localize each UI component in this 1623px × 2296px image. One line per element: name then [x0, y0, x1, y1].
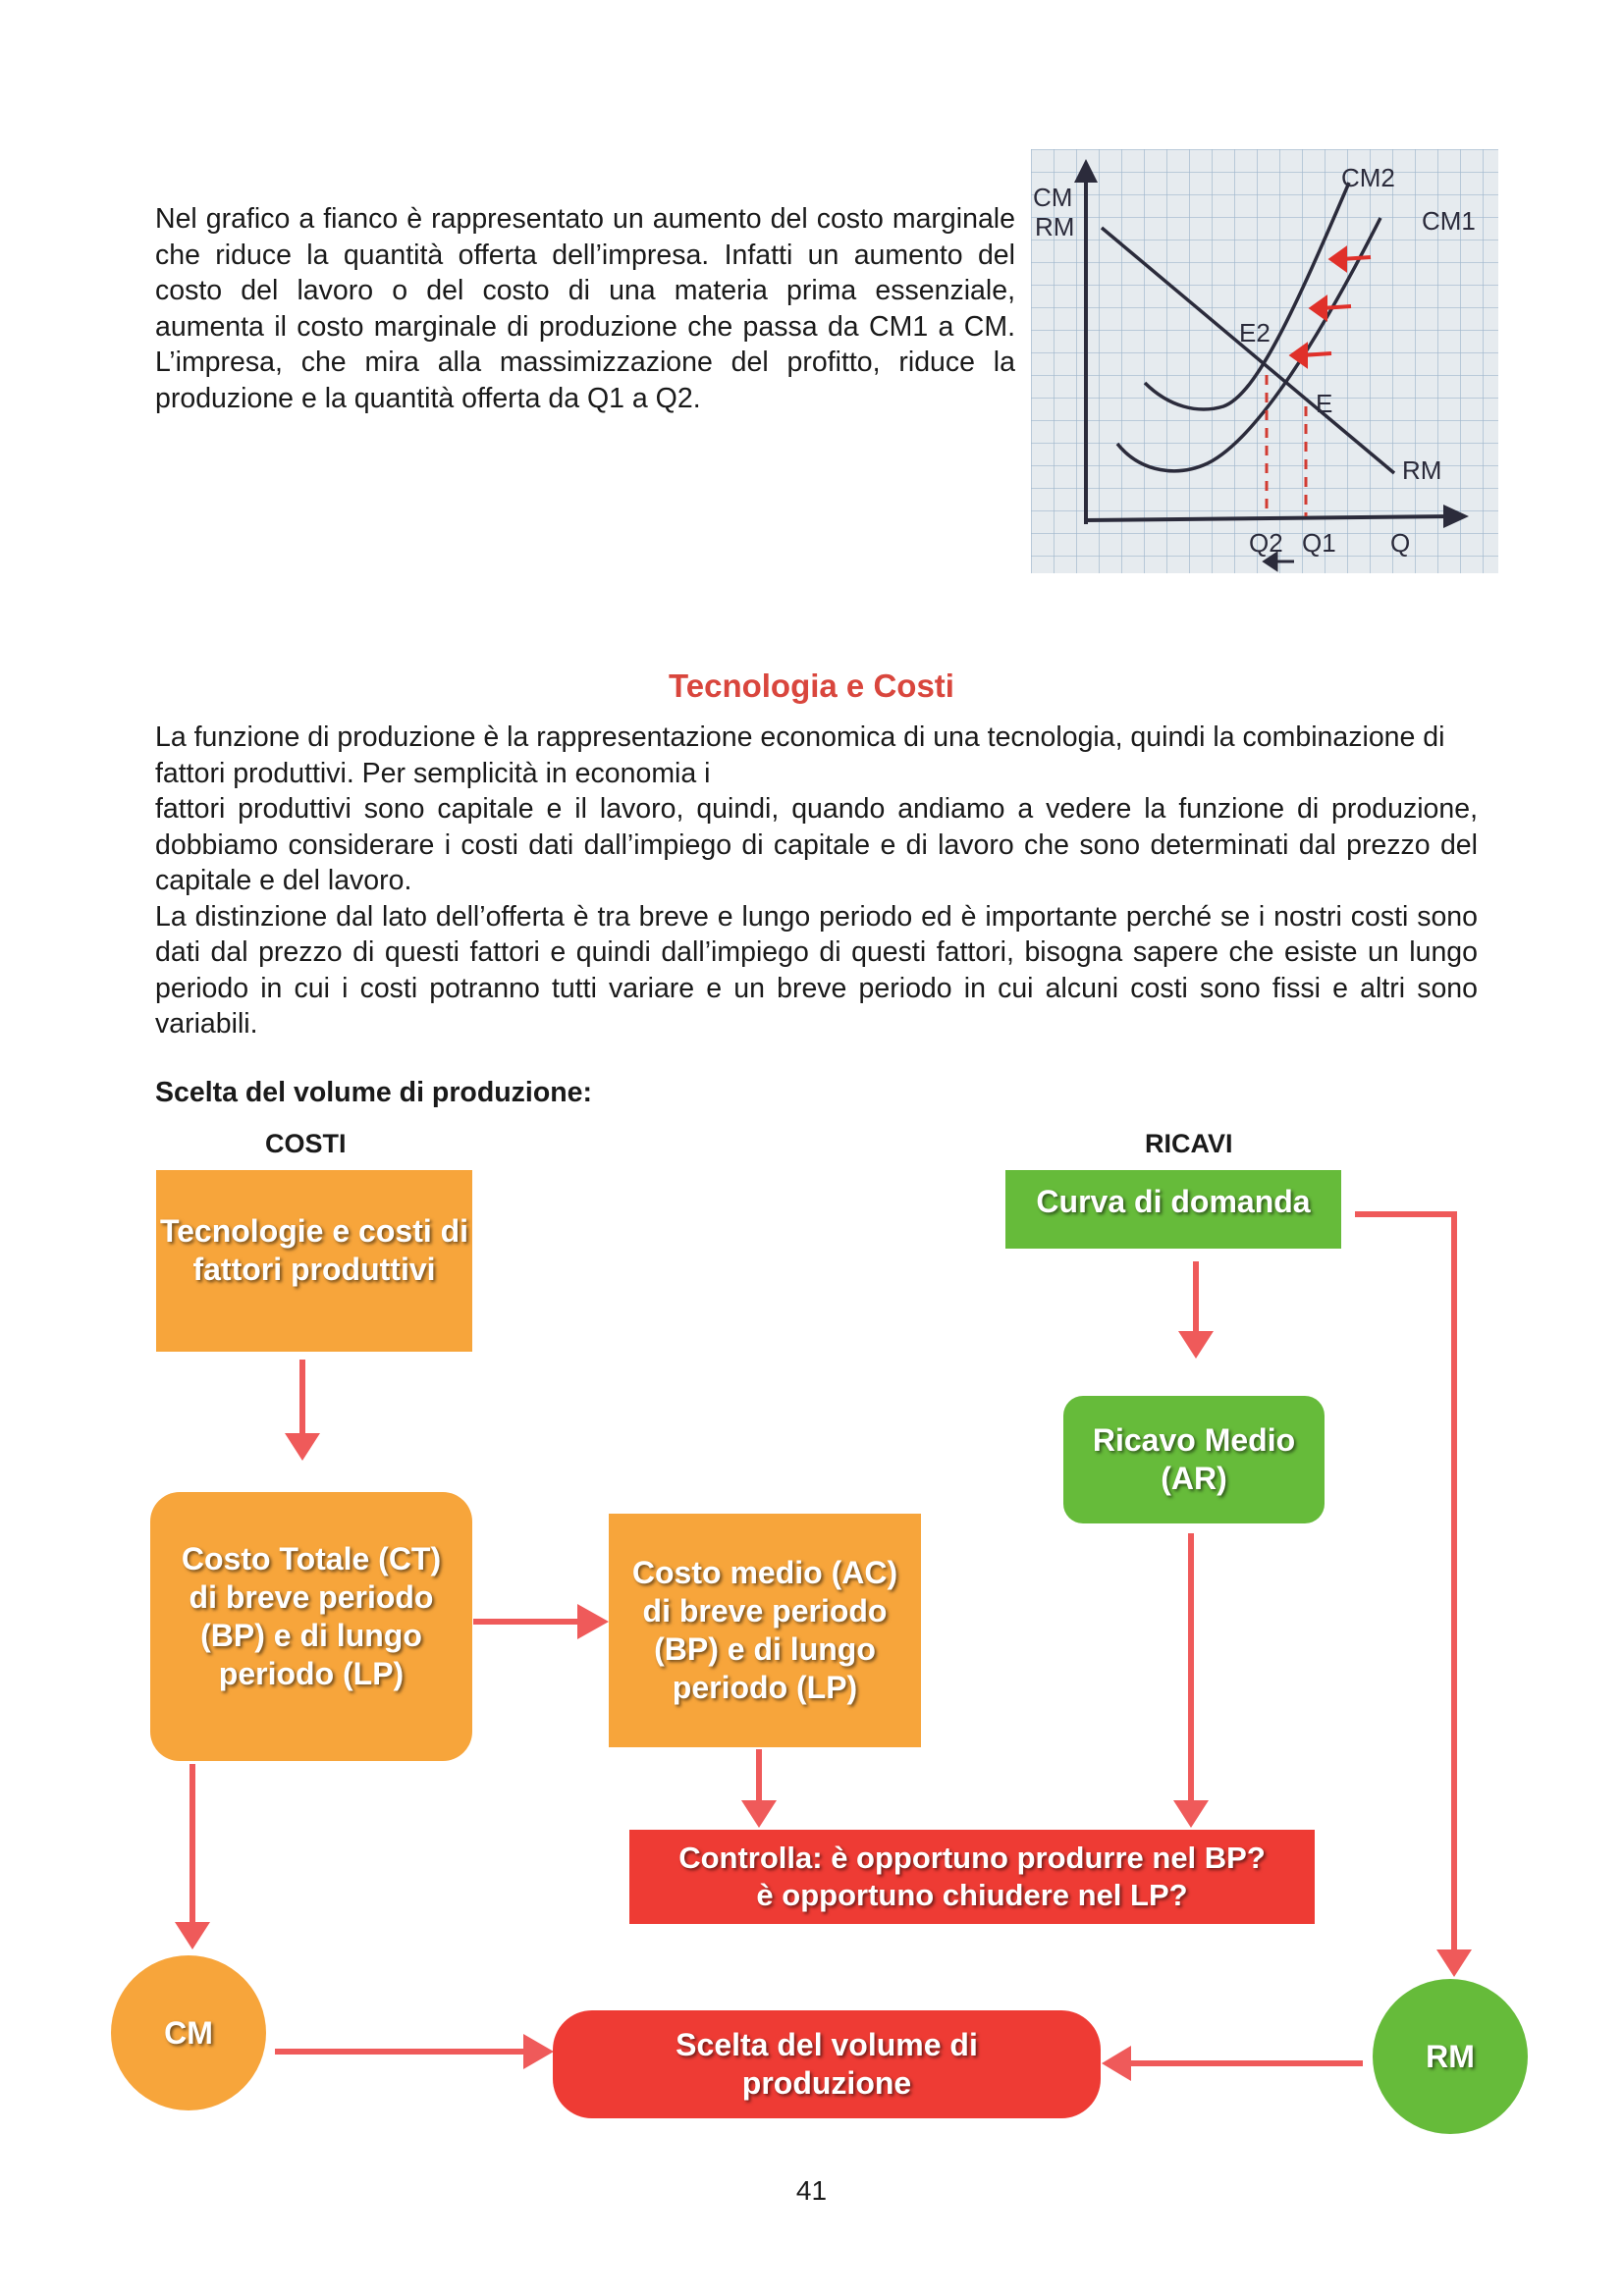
- tech-costs-box: Tecnologie e costi di fattori produttivi: [156, 1170, 472, 1352]
- rm-circle: RM: [1373, 1979, 1528, 2134]
- y-axis-label-rm: RM: [1035, 212, 1075, 241]
- costs-label: COSTI: [265, 1129, 347, 1158]
- rm-label: RM: [1402, 455, 1442, 485]
- q1-label: Q1: [1302, 528, 1336, 558]
- y-axis-label-cm: CM: [1033, 183, 1073, 212]
- check-question-2: è opportuno chiudere nel LP?: [756, 1878, 1188, 1912]
- avg-cost-box: Costo medio (AC) di breve periodo (BP) e di lungo periodo (LP): [609, 1514, 921, 1747]
- paragraph-3: La distinzione dal lato dell’offerta è tra breve e lungo periodo ed è importante perché se i nostri costi sono dati dal prezzo di questi fattori e quindi dall’impiego di questi fattori, bisogna sapere che esiste un lungo periodo in cui i costi potranno tutti variare e un breve periodo in cui alcuni costi sono fissi e altri sono variabili.: [155, 900, 1478, 1040]
- e2-label: E2: [1239, 318, 1271, 347]
- demand-curve-box: Curva di domanda: [1005, 1170, 1341, 1249]
- section-title: Tecnologia e Costi: [669, 667, 954, 704]
- q-axis-label: Q: [1390, 528, 1411, 558]
- q2-label: Q2: [1249, 528, 1283, 558]
- page-number: 41: [795, 2175, 828, 2206]
- paragraph-2: fattori produttivi sono capitale e il lavoro, quindi, quando andiamo a vedere la funzione di produzione, dobbiamo considerare i costi dati dall’impiego di capitale e di lavoro che sono determinati dal prezzo del capitale e del lavoro.: [155, 793, 1478, 896]
- choice-box: Scelta del volume di produzione: [553, 2010, 1101, 2118]
- e-label: E: [1316, 389, 1333, 418]
- diagram-heading: Scelta del volume di produzione:: [155, 1077, 592, 1108]
- paragraph-1: La funzione di produzione è la rappresentazione economica di una tecnologia, quindi la combinazione di fattori produttivi. Per semplicità in economia i: [155, 721, 1445, 789]
- total-cost-box: Costo Totale (CT) di breve periodo (BP) e di lungo periodo (LP): [150, 1492, 472, 1761]
- check-box: [629, 1830, 1315, 1924]
- cm2-label: CM2: [1341, 163, 1395, 192]
- avg-revenue-box: Ricavo Medio (AR): [1063, 1396, 1325, 1523]
- arrow-demand-to-rm: [1355, 1214, 1454, 1953]
- revenues-label: RICAVI: [1145, 1129, 1233, 1158]
- cm-circle: CM: [111, 1955, 266, 2110]
- cm1-label: CM1: [1422, 206, 1476, 236]
- intro-text: Nel grafico a fianco è rappresentato un aumento del costo marginale che riduce la quantità offerta dell’impresa. Infatti un aumento del costo del lavoro o del costo di una materia prima essenziale, aumenta il costo marginale di produzione che passa da CM1 a CM. L’impresa, che mira alla massimizzazione del profitto, riduce la produzione e la quantità offerta da Q1 a Q2.: [155, 203, 1015, 414]
- check-question-1: Controlla: è opportuno produrre nel BP?: [678, 1841, 1266, 1875]
